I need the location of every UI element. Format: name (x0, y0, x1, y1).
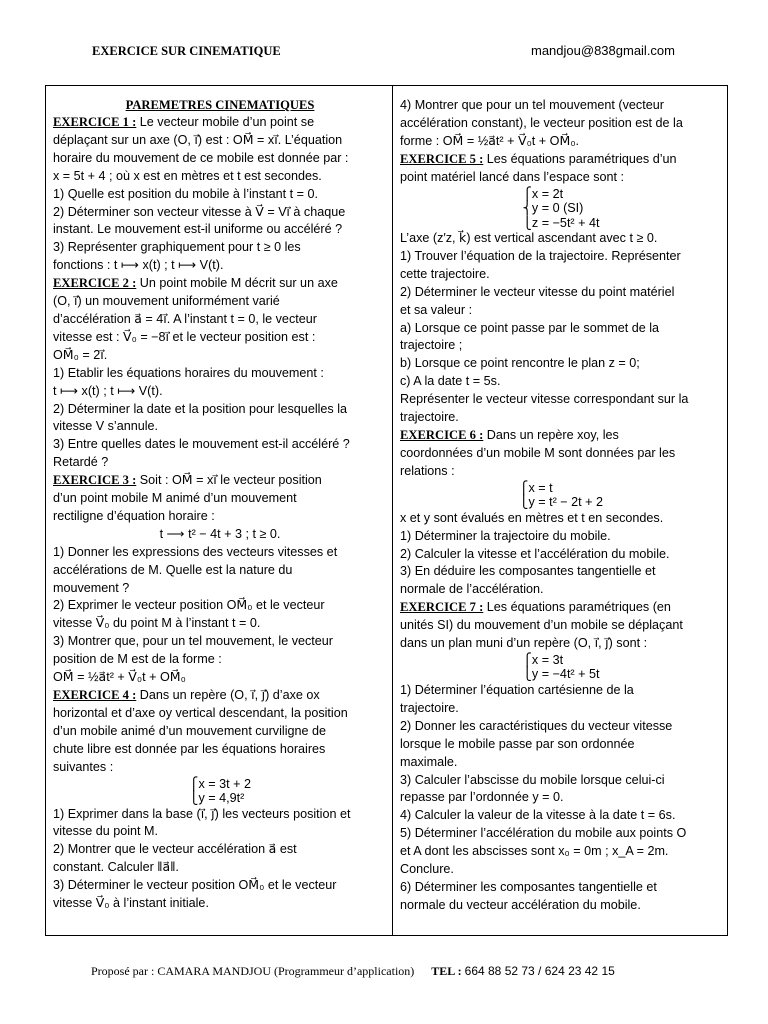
text-line: 1) Donner les expressions des vecteurs vitesses et (53, 544, 338, 559)
text-line: maximale. (400, 754, 458, 769)
exercise-text: Dans un repère xoy, les (483, 428, 619, 442)
exercise-text: Les équations paramétriques d’un (483, 151, 677, 166)
exercise-label: EXERCICE 4 : (53, 688, 137, 702)
text-line: et A dont les abscisses sont x₀ = 0m ; x_A = 2m. (400, 844, 669, 859)
footer (91, 964, 615, 979)
text-line: 1) Déterminer l’équation cartésienne de la (400, 682, 634, 697)
text-line: d’accélération a⃗ = 4i⃗. A l’instant t = 0, le vecteur (53, 311, 317, 326)
text-line: 3) Montrer que, pour un tel mouvement, le vecteur (53, 634, 334, 649)
text-line: instant. Le mouvement est-il uniforme ou accéléré ? (53, 222, 343, 237)
text-line: horaire du mouvement de ce mobile est donnée par : (53, 150, 349, 165)
text-line: suivantes : (53, 759, 114, 774)
text-line: relations : (400, 463, 455, 478)
equation-line: ⎩z = −5t² + 4t (522, 215, 600, 230)
column-divider (392, 85, 393, 936)
exercise-label: EXERCICE 1 : (53, 115, 137, 129)
text-line: L’axe (z′z, k⃗) est vertical ascendant avec t ≥ 0. (400, 231, 658, 246)
exercise-text: Dans un repère (O, i⃗, j⃗) d’axe ox (136, 688, 320, 702)
text-line: chute libre est donnée par les équations horaires (53, 741, 326, 756)
text-line: 1) Quelle est position du mobile à l’instant t = 0. (53, 186, 318, 201)
exercise-heading-line (53, 114, 387, 132)
equation-line: ⎩y = −4t² + 5t (522, 667, 600, 682)
text-line: lorsque le mobile passe par son ordonnée (400, 736, 635, 751)
text-line: vitesse V⃗₀ du point M à l’instant t = 0. (53, 616, 261, 631)
text-line: coordonnées d’un mobile M sont données par les (400, 445, 676, 460)
footer-proposed-by: Proposé par : CAMARA MANDJOU (Programmeur d’application) (91, 964, 415, 978)
text-line: Retardé ? (53, 455, 109, 470)
equation-system (400, 481, 722, 510)
equation-system (53, 777, 387, 806)
equation-line: ⎧x = 2t (522, 186, 564, 201)
text-line: 3) Calculer l’abscisse du mobile lorsque celui-ci (400, 772, 665, 787)
text-line: 3) Déterminer le vecteur position OM⃗₀ et le vecteur (53, 878, 337, 893)
text-line: vitesse du point M. (53, 824, 158, 839)
text-line: d’un mobile animé d’un mouvement curviligne de (53, 723, 327, 738)
right-column-lines (400, 97, 722, 915)
exercise-text: Soit : OM⃗ = xi⃗ le vecteur position (136, 473, 322, 488)
text-line: OM⃗ = ½a⃗t² + V⃗₀t + OM⃗₀ (53, 670, 186, 685)
text-line: mouvement ? (53, 580, 130, 595)
exercise-text: Les équations paramétriques (en (483, 600, 671, 615)
exercise-label: EXERCICE 2 : (53, 276, 137, 291)
exercise-label: EXERCICE 6 : (400, 428, 484, 442)
text-line: 5) Déterminer l’accélération du mobile aux points O (400, 826, 687, 841)
equation-line: ⎩y = t² − 2t + 2 (519, 495, 603, 510)
text-line: 6) Déterminer les composantes tangentielle et (400, 879, 657, 894)
text-line: 2) Déterminer son vecteur vitesse à V⃗ = Vi⃗ à chaque (53, 204, 346, 219)
text-line: forme : OM⃗ = ½a⃗t² + V⃗₀t + OM⃗₀. (400, 133, 580, 148)
text-line: 3) En déduire les composantes tangentielle et (400, 564, 656, 579)
text-line: fonctions : t ⟼ x(t) ; t ⟼ V(t). (53, 258, 224, 273)
text-line: t ⟶ t² − 4t + 3 ; t ≥ 0. (159, 526, 281, 541)
author-email: mandjou@838gmail.com (531, 43, 675, 58)
text-line: OM⃗₀ = 2i⃗. (53, 347, 108, 362)
text-line: 2) Déterminer la date et la position pour lesquelles la (53, 401, 348, 416)
text-line: vitesse V⃗₀ à l’instant initiale. (53, 896, 209, 911)
text-line: 4) Montrer que pour un tel mouvement (vecteur (400, 98, 664, 112)
section-title: PAREMETRES CINEMATIQUES (125, 98, 315, 112)
exercise-label: EXERCICE 5 : (400, 151, 484, 166)
exercise-heading-line (53, 472, 387, 490)
exercise-label: EXERCICE 3 : (53, 473, 137, 488)
text-line: 2) Calculer la vitesse et l’accélération du mobile. (400, 546, 670, 561)
text-line: et sa valeur : (400, 302, 473, 317)
text-line: 1) Déterminer la trajectoire du mobile. (400, 528, 611, 543)
equation-line: ⎧x = t (519, 480, 553, 495)
text-line: c) A la date t = 5s. (400, 374, 501, 389)
text-line: déplaçant sur un axe (O, i⃗) est : OM⃗ = xi⃗. L’équation (53, 132, 343, 147)
text-line: 4) Calculer la valeur de la vitesse à la date t = 6s. (400, 808, 676, 823)
text-line: accélérations de M. Quelle est la nature du (53, 562, 293, 577)
exercise-heading-line (400, 599, 722, 617)
text-line: (O, i⃗) un mouvement uniformément varié (53, 294, 280, 309)
equation-line: ⎩y = 4,9t² (189, 791, 245, 806)
equation-system (400, 653, 722, 682)
document-title: EXERCICE SUR CINEMATIQUE (92, 44, 281, 58)
left-column-lines (53, 114, 387, 913)
text-line: 2) Donner les caractéristiques du vecteur vitesse (400, 718, 673, 733)
text-line: x = 5t + 4 ; où x est en mètres et t est secondes. (53, 168, 322, 183)
exercise-heading-line (400, 151, 722, 169)
text-line: point matériel lancé dans l’espace sont : (400, 169, 625, 184)
text-line: trajectoire. (400, 410, 459, 425)
text-line: cette trajectoire. (400, 266, 490, 281)
exercise-heading-line (53, 687, 387, 705)
text-line: vitesse est : V⃗₀ = −8i⃗ et le vecteur position est : (53, 329, 316, 344)
equation-system (400, 187, 722, 231)
text-line: horizontal et d’axe oy vertical descendant, la position (53, 705, 348, 720)
text-line: constant. Calculer ‖a⃗‖. (53, 860, 179, 875)
text-line: rectiligne d’équation horaire : (53, 508, 215, 523)
exercise-heading-line (400, 427, 722, 445)
equation-line: ⎧x = 3t + 2 (189, 776, 251, 791)
text-line: repasse par l’ordonnée y = 0. (400, 790, 564, 805)
text-line: 1) Trouver l’équation de la trajectoire. Représenter (400, 248, 681, 263)
text-line: 2) Exprimer le vecteur position OM⃗₀ et le vecteur (53, 598, 325, 613)
exercise-heading-line (53, 275, 387, 293)
text-line: 3) Entre quelles dates le mouvement est-il accéléré ? (53, 437, 350, 452)
text-line: 2) Déterminer le vecteur vitesse du point matériel (400, 284, 675, 299)
footer-tel: 664 88 52 73 / 624 23 42 15 (464, 964, 615, 978)
exercise-text: Le vecteur mobile d’un point se (136, 115, 315, 129)
text-line: accélération constant), le vecteur position est de la (400, 115, 683, 130)
text-line: t ⟼ x(t) ; t ⟼ V(t). (53, 383, 163, 398)
text-line: vitesse V s’annule. (53, 419, 159, 434)
text-line: b) Lorsque ce point rencontre le plan z = 0; (400, 356, 640, 371)
exercise-label: EXERCICE 7 : (400, 600, 484, 615)
text-line: 2) Montrer que le vecteur accélération a⃗ est (53, 842, 297, 857)
text-line: normale de l’accélération. (400, 582, 544, 597)
equation-line: ⎨y = 0 (SI) (522, 201, 584, 216)
right-column (400, 97, 722, 915)
text-line: a) Lorsque ce point passe par le sommet de la (400, 320, 660, 335)
text-line: d’un point mobile M animé d’un mouvement (53, 491, 297, 506)
text-line: 1) Etablir les équations horaires du mouvement : (53, 365, 324, 380)
text-line: dans un plan muni d’un repère (O, i⃗, j⃗) sont : (400, 636, 648, 651)
text-line: x et y sont évalués en mètres et t en secondes. (400, 510, 664, 525)
text-line: 3) Représenter graphiquement pour t ≥ 0 les (53, 240, 301, 255)
text-line: Conclure. (400, 862, 454, 877)
text-line: position de M est de la forme : (53, 652, 222, 667)
equation-line: ⎧x = 3t (522, 652, 564, 667)
text-line: normale du vecteur accélération du mobile. (400, 897, 641, 912)
text-line: unités SI) du mouvement d’un mobile se déplaçant (400, 618, 683, 633)
text-line: Représenter le vecteur vitesse correspondant sur la (400, 392, 689, 407)
footer-tel-label: TEL : (431, 964, 462, 978)
text-line: trajectoire ; (400, 338, 463, 353)
text-line: trajectoire. (400, 700, 459, 715)
left-column (53, 96, 387, 913)
text-line: 1) Exprimer dans la base (i⃗, j⃗) les vecteurs position et (53, 806, 351, 821)
exercise-text: Un point mobile M décrit sur un axe (136, 276, 338, 291)
